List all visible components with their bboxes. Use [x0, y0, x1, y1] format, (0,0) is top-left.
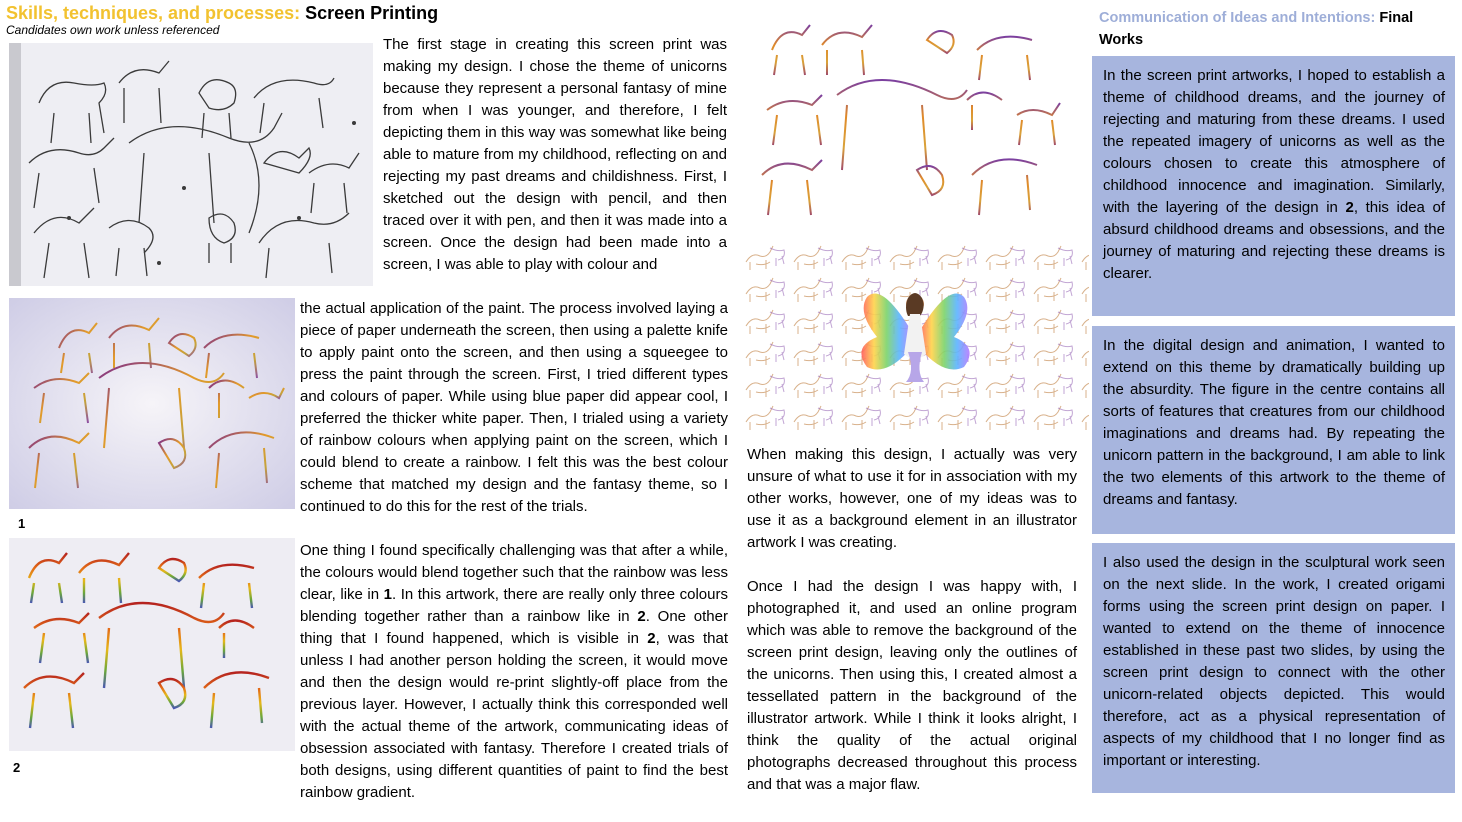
butterfly-fairy-figure [861, 293, 969, 382]
box-screen-print-text [1103, 65, 1445, 285]
box-screen-print-text-b: , this idea of absurd childhood dreams and obsessions, and the journey of maturing and rejecting these dreams is clearer. [1103, 199, 1445, 282]
box-digital-text: In the digital design and animation, I wanted to extend on this theme by dramatically building up the absurdity. The figure in the centre contains all sorts of features that creatures from our childhood imaginations and dreams had. By repeating the unicorn pattern in the background, I am able to link the two elements of this artwork to the theme of dreams and fantasy. [1103, 337, 1445, 508]
page-subtitle: Candidates own work unless referenced [6, 23, 220, 37]
page-title-main: Screen Printing [300, 3, 439, 23]
page-title [6, 3, 438, 24]
illustrator-artwork-image [742, 242, 1089, 436]
tessellation-paragraph: Once I had the design I was happy with, I photographed it, and used an online program which was able to remove the background of the screen print design, leaving only the outlines of the unicorns. Then using this, I created almost a tessellated pattern in the background of the illustrator artwork. While I think it looks alright, I think the quality of the actual original photographs decreased throughout this process and that was a major flaw. [747, 578, 1077, 793]
final-works-box-screen-print [1092, 56, 1455, 316]
final-works-box-digital [1092, 326, 1455, 534]
screen-print-photo-1 [9, 298, 295, 509]
pencil-sketch-photo [9, 43, 373, 286]
challenges-paragraph [300, 540, 728, 804]
figure-label-1: 1 [18, 516, 26, 531]
right-section-title [1099, 7, 1454, 51]
figure-reference-2b: 2 [647, 630, 656, 647]
paint-application-paragraph: the actual application of the paint. The process involved laying a piece of paper underneath the screen, then using a palette knife to apply paint onto the screen, and then using a squeegee to press the paint through the screen. First, I tried different types and colours of paper. While using blue paper did appear cool, I preferred the thicker white paper. Then, I trialed using a variety of rainbow colours when applying paint on the screen, which I could blend to create a rainbow. I felt this was the best colour scheme that matched my design and the fantasy theme, so I continued to do this for the rest of the trials. [300, 300, 728, 515]
right-title-prefix: Communication of Ideas and Intentions: [1099, 10, 1376, 26]
figure-reference-1: 1 [383, 586, 392, 603]
box-screen-print-text-a: In the screen print artworks, I hoped to establish a theme of childhood dreams, and the journey of rejecting and maturing from these dreams. I used the repeated imagery of unicorns as well as the colours chosen to create this atmosphere of childhood innocence and imagination. Similarly, with the layering of the design in [1103, 67, 1445, 216]
challenges-text-b: . In this artwork, there are really only three colours blending together rather than a rainbow like in [300, 586, 728, 625]
challenges-text-d: , was that unless I had another person holding the screen, it would move and then the design would re-print slightly-off place from the previous layer. However, I actually think this corresponded well with the actual theme of the artwork, communicating ideas of obsession associated with fantasy. Therefore I created trials of both designs, using different quantities of paint to find the best rainbow gradient. [300, 630, 729, 801]
right-title-main: Final Works [1099, 10, 1414, 48]
challenges-text-c: . One other thing that I found happened, which is visible in [300, 608, 728, 647]
box-figure-reference-2: 2 [1345, 199, 1354, 216]
challenges-text-a: One thing I found specifically challenging was that after a while, the colours would blend together such that the rainbow was less clear, like in [300, 542, 728, 603]
design-use-paragraph: When making this design, I actually was very unsure of what to use it for in association with my other works, however, one of my ideas was to use it as a background element in an illustrator artwork I was creating. [747, 446, 1077, 551]
box-sculptural-text: I also used the design in the sculptural work seen on the next slide. In the work, I created origami forms using the screen print design on paper. I wanted to extend on the theme of innocence established in these past two slides, by using the screen print design to connect with the other unicorn-related objects depicted. This would therefore, act as a physical representation of aspects of my childhood that I no longer find as important or interesting. [1103, 554, 1445, 769]
final-works-box-sculptural [1092, 543, 1455, 793]
design-process-paragraph: The first stage in creating this screen print was making my design. I chose the theme of unicorns because they represent a personal fantasy of mine from when I was younger, and therefore, I felt depicting them in this way was somewhat like being able to mature from my childhood, reflecting on and rejecting my past dreams and childishness. First, I sketched out the design with pencil, and then traced over it with pen, and then it was made into a screen. Once the design had been made into a screen, I was able to play with colour and [383, 36, 727, 273]
unicorn-outline-design-image [752, 5, 1078, 233]
screen-print-photo-2 [9, 538, 295, 751]
figure-reference-2: 2 [637, 608, 646, 625]
page-title-prefix: Skills, techniques, and processes: [6, 3, 301, 23]
figure-label-2: 2 [13, 760, 21, 775]
